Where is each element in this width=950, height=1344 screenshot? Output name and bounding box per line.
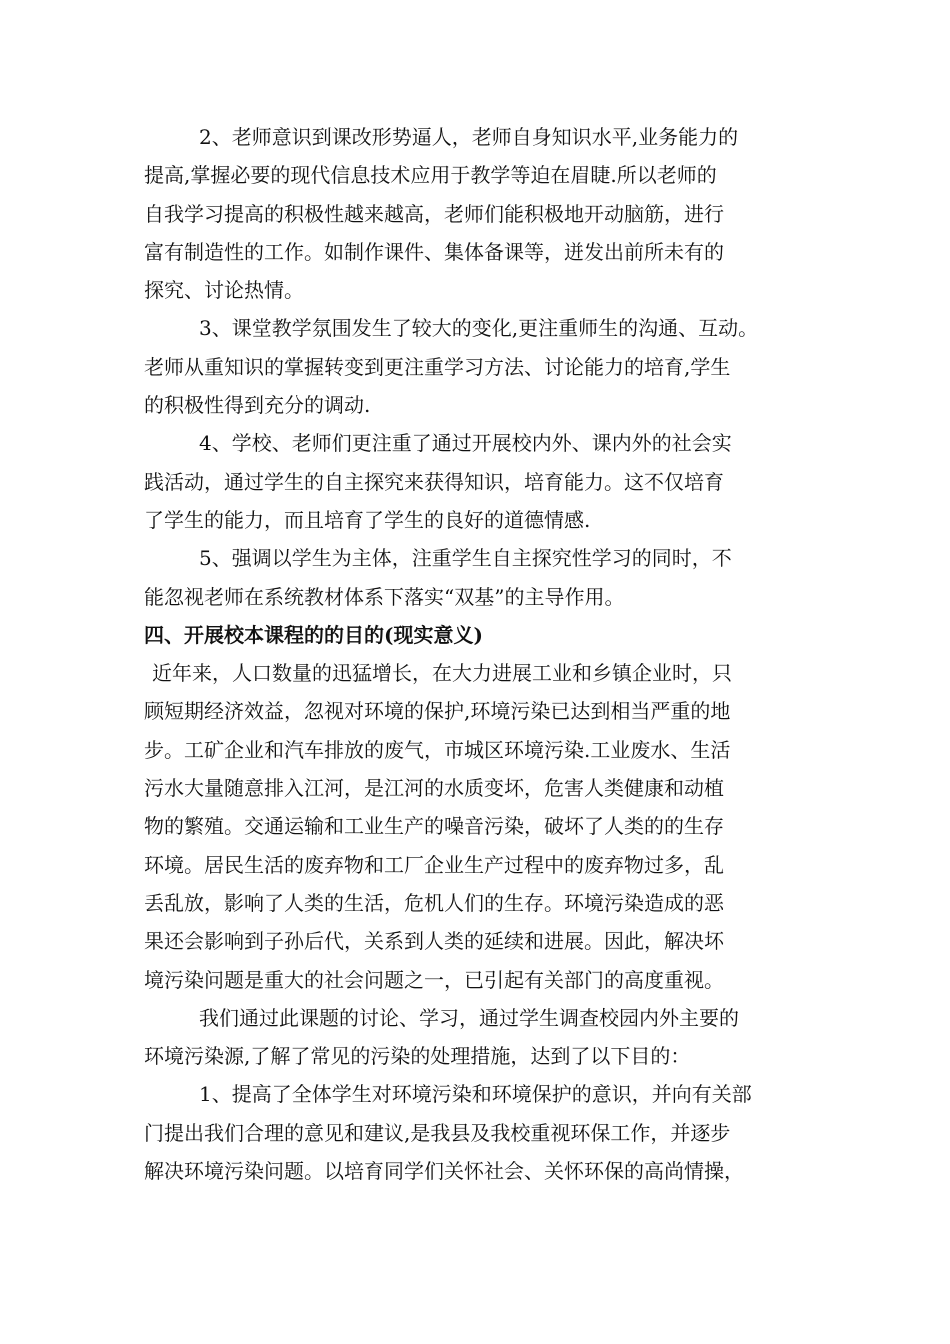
- paragraph-4: [144, 424, 816, 539]
- text-line: 富有制造性的工作。如制作课件、集体备课等，迸发出前所未有的: [144, 239, 724, 264]
- text-line: 门提出我们合理的意见和建议,是我县及我校重视环保工作，并逐步: [144, 1120, 731, 1145]
- body-paragraph-2: [144, 999, 816, 1076]
- text-line: 探究、讨论热情。: [144, 278, 304, 303]
- text-line: 能忽视老师在系统教材体系下落实“双基”的主导作用。: [144, 584, 625, 609]
- section-heading: [144, 616, 816, 654]
- text-line: 丢乱放，影响了人类的生活，危机人们的生存。环境污染造成的恶: [144, 890, 724, 915]
- text-line: 顾短期经济效益，忽视对环境的保护,环境污染已达到相当严重的地: [144, 699, 731, 724]
- text-line: 自我学习提高的积极性越来越高，老师们能积极地开动脑筋，进行: [144, 201, 724, 226]
- text-line: 近年来，人口数量的迅猛增长，在大力进展工业和乡镇企业时，只: [152, 661, 732, 686]
- text-line: 1、提高了全体学生对环境污染和环境保护的意识，并向有关部: [199, 1082, 752, 1107]
- text-line: 3、课堂教学氛围发生了较大的变化,更注重师生的沟通、互动。: [199, 316, 759, 341]
- text-line: 步。工矿企业和汽车排放的废气，市城区环境污染.工业废水、生活: [144, 737, 731, 762]
- text-line: 践活动，通过学生的自主探究来获得知识，培育能力。这不仅培育: [144, 469, 724, 494]
- text-line: 2、老师意识到课改形势逼人，老师自身知识水平,业务能力的: [199, 125, 739, 149]
- text-line: 提高,掌握必要的现代信息技术应用于教学等迫在眉睫.所以老师的: [144, 163, 717, 188]
- text-line: 解决环境污染问题。以培育同学们关怀社会、关怀环保的高尚情操，: [144, 1159, 744, 1184]
- text-line: 5、强调以学生为主体，注重学生自主探究性学习的同时，不: [199, 546, 732, 571]
- text-line: 我们通过此课题的讨论、学习，通过学生调查校园内外主要的: [199, 1005, 739, 1030]
- body-paragraph-1: [144, 654, 816, 999]
- text-line: 的积极性得到充分的调动.: [144, 393, 371, 418]
- text-line: 环境。居民生活的废弃物和工厂企业生产过程中的废弃物过多，乱: [144, 852, 724, 877]
- text-line: 环境污染源,了解了常见的污染的处理措施，达到了以下目的：: [144, 1044, 691, 1069]
- text-line: 老师从重知识的掌握转变到更注重学习方法、讨论能力的培育,学生: [144, 354, 731, 379]
- text-line: 物的繁殖。交通运输和工业生产的噪音污染，破坏了人类的的生存: [144, 814, 724, 839]
- heading-text: 四、开展校本课程的的目的(现实意义): [144, 622, 483, 647]
- text-line: 污水大量随意排入江河，是江河的水质变坏，危害人类健康和动植: [144, 776, 724, 801]
- text-line: 了学生的能力，而且培育了学生的良好的道德情感.: [144, 507, 591, 532]
- text-line: 境污染问题是重大的社会问题之一，已引起有关部门的高度重视。: [144, 967, 724, 992]
- paragraph-5: [144, 539, 816, 616]
- text-line: 果还会影响到子孙后代，关系到人类的延续和进展。因此，解决坏: [144, 929, 724, 954]
- text-line: 4、学校、老师们更注重了通过开展校内外、课内外的社会实: [199, 431, 732, 456]
- paragraph-2: [144, 118, 816, 309]
- body-paragraph-3: [144, 1075, 816, 1190]
- paragraph-3: [144, 309, 816, 424]
